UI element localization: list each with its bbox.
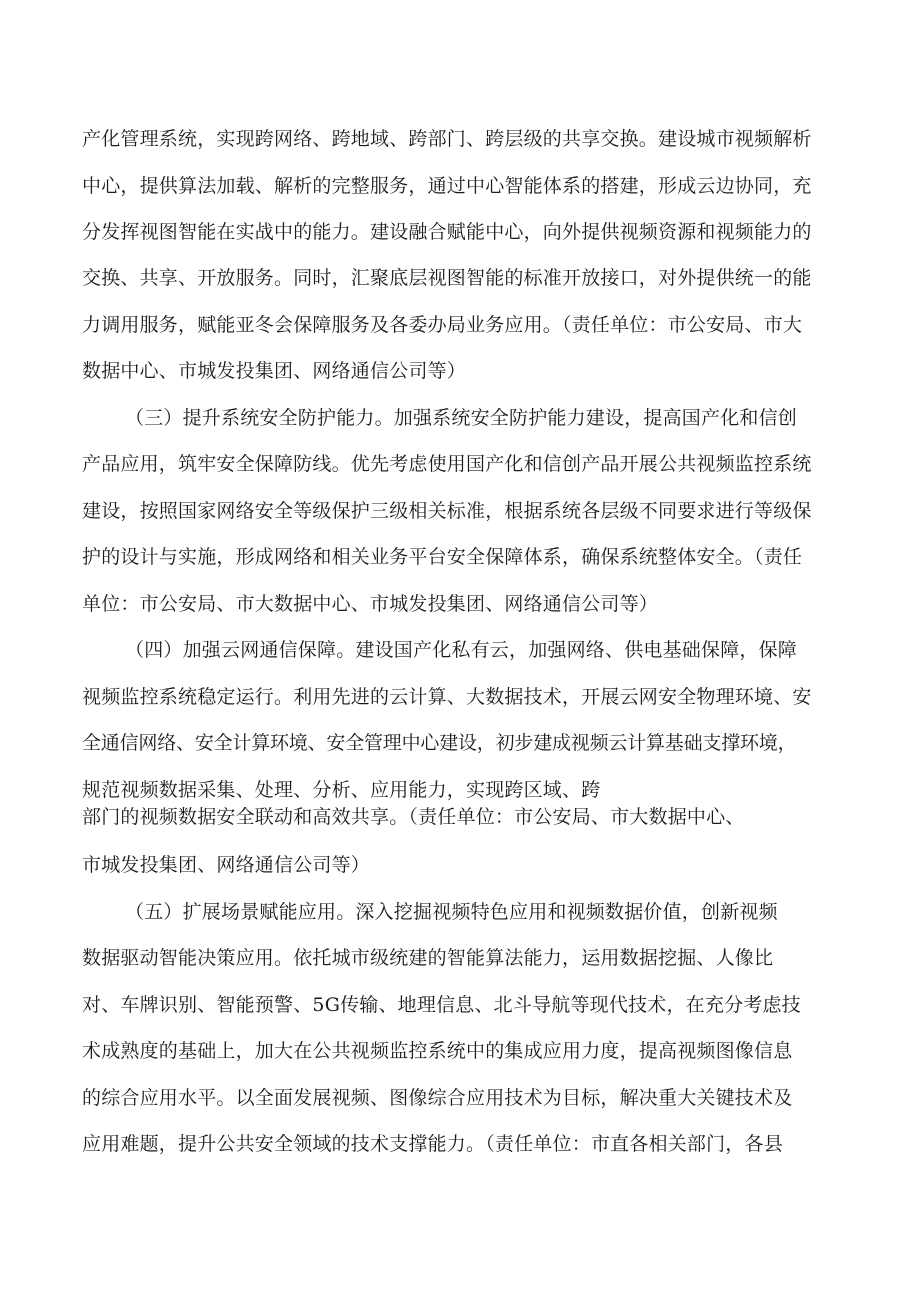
text-line: （五）扩展场景赋能应用。深入挖掘视频特色应用和视频数据价值，创新视频 [125, 901, 778, 923]
text-line: 术成熟度的基础上，加大在公共视频监控系统中的集成应用力度，提高视频图像信息 [82, 1040, 793, 1062]
text-line: 规范视频数据采集、处理、分析、应用能力，实现跨区域、跨 [82, 779, 601, 801]
text-line: （四）加强云网通信保障。建设国产化私有云，加强网络、供电基础保障，保障 [125, 639, 798, 661]
text-line: 全通信网络、安全计算环境、安全管理中心建设，初步建成视频云计算基础支撑环境， [82, 732, 797, 754]
text-line: 部门的视频数据安全联动和高效共享。（责任单位：市公安局、市大数据中心、 [82, 806, 745, 828]
text-line: 应用难题，提升公共安全领域的技术支撑能力。（责任单位：市直各相关部门，各县 [82, 1133, 783, 1155]
text-line: 建设，按照国家网络安全等级保护三级相关标准，根据系统各层级不同要求进行等级保 [82, 500, 812, 522]
text-line: 数据中心、市城发投集团、网络通信公司等） [82, 360, 467, 382]
text-line: （三）提升系统安全防护能力。加强系统安全防护能力建设，提高国产化和信创 [125, 407, 798, 429]
text-line: 分发挥视图智能在实战中的能力。建设融合赋能中心，向外提供视频资源和视频能力的 [82, 221, 812, 243]
text-line: 产化管理系统，实现跨网络、跨地域、跨部门、跨层级的共享交换。建设城市视频解析 [82, 128, 812, 150]
text-line: 的综合应用水平。以全面发展视频、图像综合应用技术为目标，解决重大关键技术及 [82, 1087, 793, 1109]
text-line: 护的设计与实施，形成网络和相关业务平台安全保障体系，确保系统整体安全。（责任 [82, 546, 803, 568]
text-line: 产品应用，筑牢安全保障防线。优先考虑使用国产化和信创产品开展公共视频监控系统 [82, 453, 812, 475]
text-line: 数据驱动智能决策应用。依托城市级统建的智能算法能力，运用数据挖掘、人像比 [82, 947, 774, 969]
text-line: 交换、共享、开放服务。同时，汇聚底层视图智能的标准开放接口，对外提供统一的能 [82, 267, 812, 289]
text-line: 力调用服务，赋能亚冬会保障服务及各委办局业务应用。（责任单位：市公安局、市大 [82, 314, 803, 336]
text-line: 单位：市公安局、市大数据中心、市城发投集团、网络通信公司等） [82, 593, 659, 615]
text-line: 对、车牌识别、智能预警、5G传输、地理信息、北斗导航等现代技术，在充分考虑技 [82, 994, 801, 1016]
text-line: 市城发投集团、网络通信公司等） [82, 854, 371, 876]
text-line: 视频监控系统稳定运行。利用先进的云计算、大数据技术，开展云网安全物理环境、安 [82, 686, 812, 708]
text-line: 中心，提供算法加载、解析的完整服务，通过中心智能体系的搭建，形成云边协同，充 [82, 175, 812, 197]
